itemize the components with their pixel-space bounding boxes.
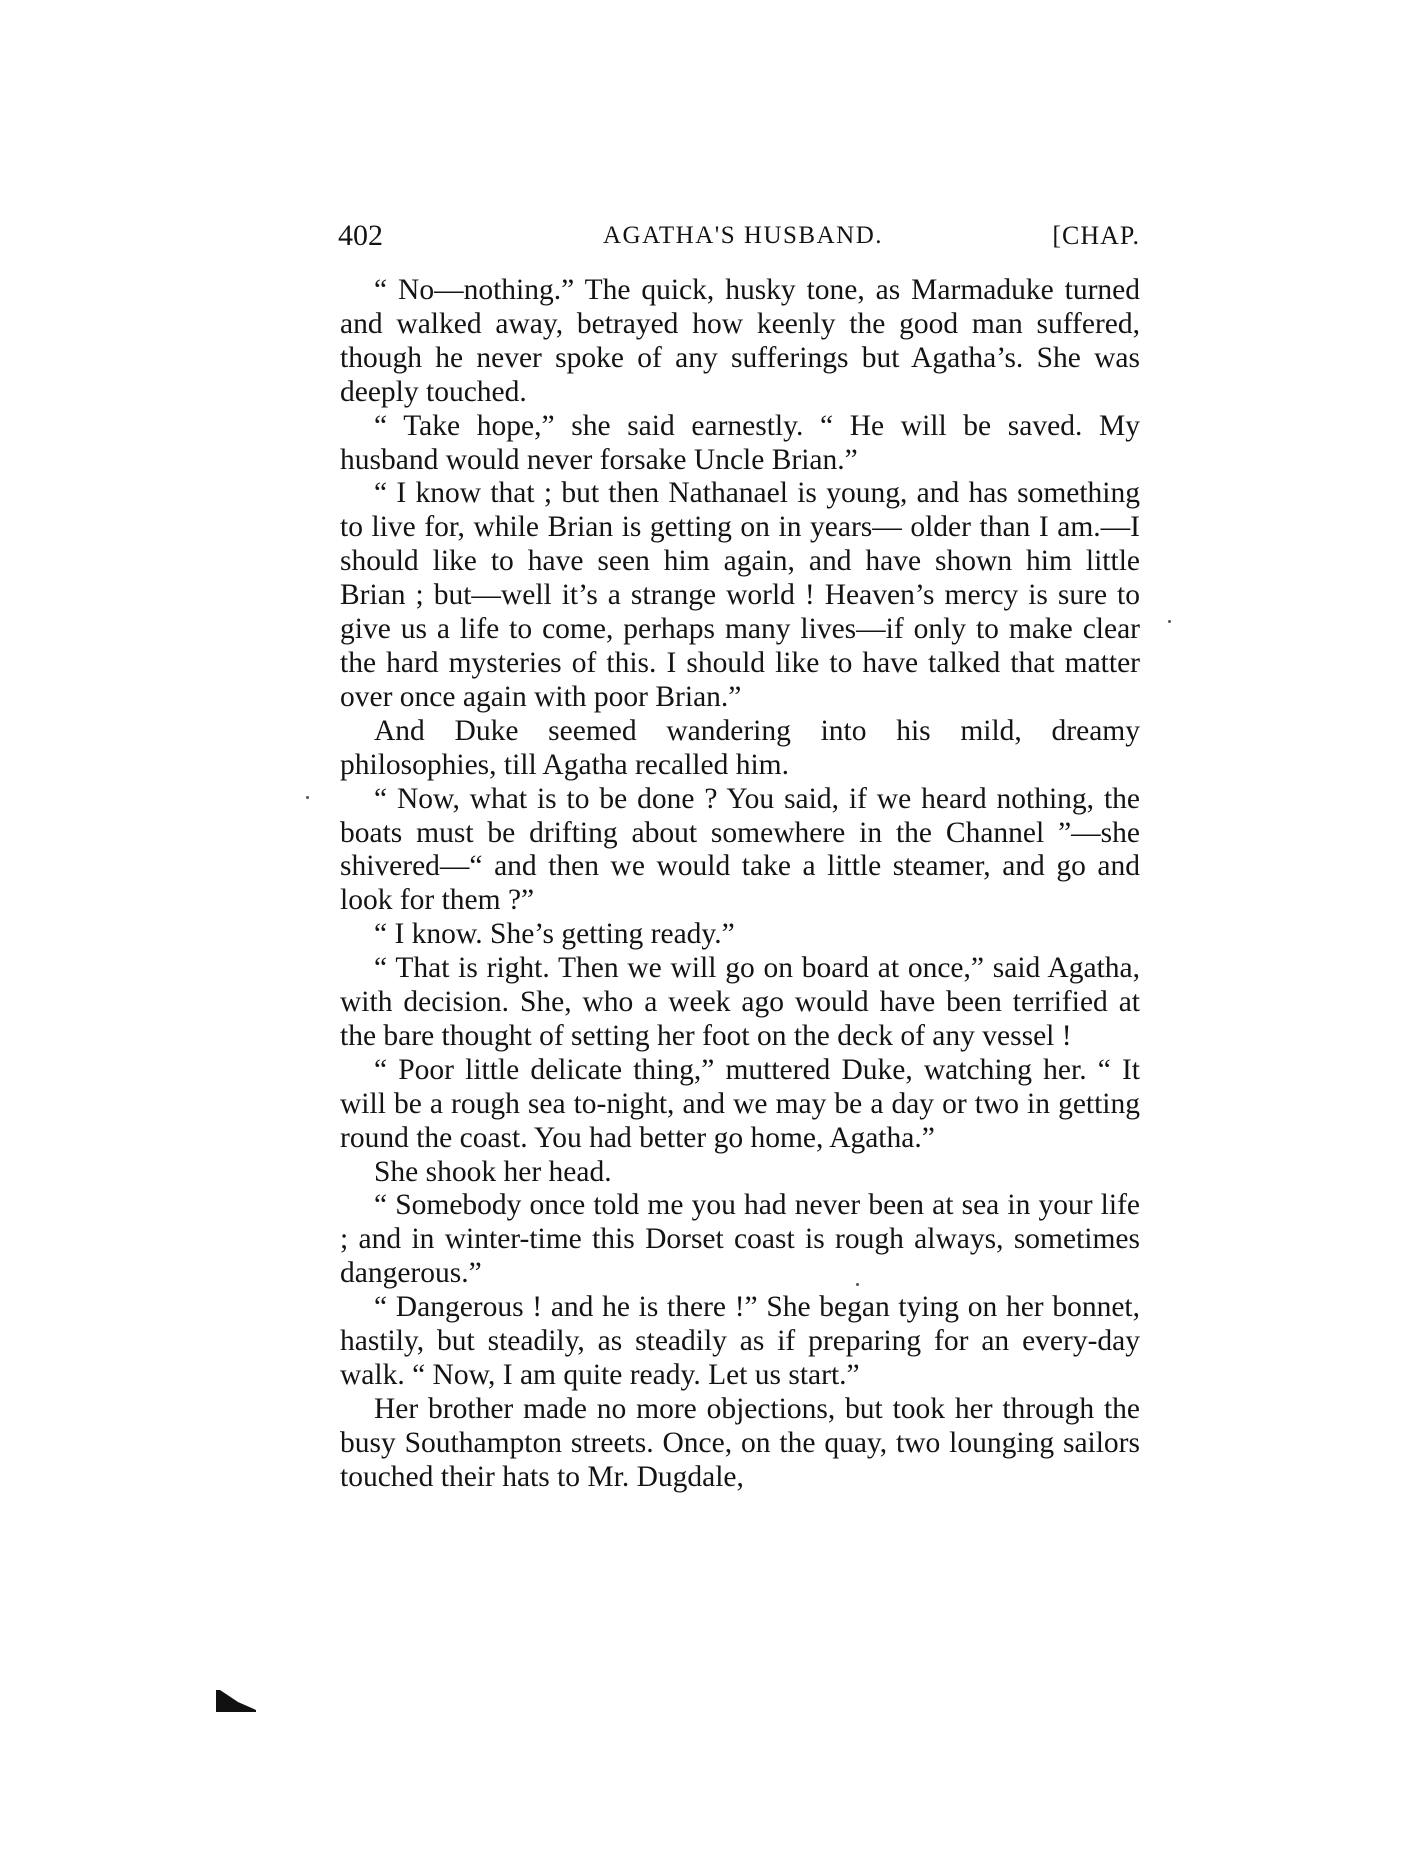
paragraph: “ Poor little delicate thing,” muttered Duke, watching her. “ It will be a rough sea to-night, and we may be a day or two in getting round the coast. You had better go home, Agatha.” <box>340 1053 1140 1154</box>
running-title: AGATHA'S HUSBAND. <box>602 222 884 249</box>
paragraph: She shook her head. <box>374 1155 612 1188</box>
paragraph: “ That is right. Then we will go on board at once,” said Agatha, with decision. She, who a week ago would have been terrified at the bare thought of setting her foot on the deck of any vessel ! <box>340 952 1140 1052</box>
paragraph: Her brother made no more objections, but took her through the busy Southampton streets. Once, on the quay, two lounging sailors touched their hats to Mr. Dugdale, <box>340 1392 1140 1493</box>
paragraph: “ Now, what is to be done ? You said, if we heard nothing, the boats must be drifting about somewhere in the Channel ”—she shivered—“ and then we would take a little steamer, and go and look for them ?” <box>340 782 1140 917</box>
printer-triangle-mark-icon <box>216 1690 256 1712</box>
page-number: 402 <box>338 219 383 252</box>
paragraph: “ I know that ; but then Nathanael is young, and has something to live for, while Brian is getting on in years— older than I am.—I should like to have seen him again, and have shown him little Brian ; but—well it’s a strange world ! Heaven’s mercy is sure to give us a life to come, perhaps many lives—if only to make clear the hard mysteries of this. I should like to have talked that matter over once again with poor Brian.” <box>340 477 1140 713</box>
print-speck <box>856 1283 859 1286</box>
paragraph: “ No—nothing.” The quick, husky tone, as Marmaduke turned and walked away, betrayed how keenly the good man suffered, though he never spoke of any sufferings but Agatha’s. She was deeply touched. <box>340 274 1140 408</box>
print-speck <box>306 796 309 799</box>
paragraph: And Duke seemed wandering into his mild, dreamy philosophies, till Agatha recalled him. <box>340 714 1140 781</box>
body-text <box>340 274 1140 1495</box>
paragraph: “ Dangerous ! and he is there !” She began tying on her bonnet, hastily, but steadily, as steadily as if preparing for an every-day walk. “ Now, I am quite ready. Let us start.” <box>340 1291 1140 1391</box>
paragraph: “ Take hope,” she said earnestly. “ He will be saved. My husband would never forsake Uncle Brian.” <box>340 409 1140 476</box>
running-header <box>338 216 1140 256</box>
paragraph: “ I know. She’s getting ready.” <box>374 918 735 951</box>
print-speck <box>1168 620 1171 623</box>
chapter-mark: [CHAP. <box>1052 221 1140 250</box>
paragraph: “ Somebody once told me you had never been at sea in your life ; and in winter-time this Dorset coast is rough always, sometimes dangerous.” <box>340 1189 1140 1290</box>
